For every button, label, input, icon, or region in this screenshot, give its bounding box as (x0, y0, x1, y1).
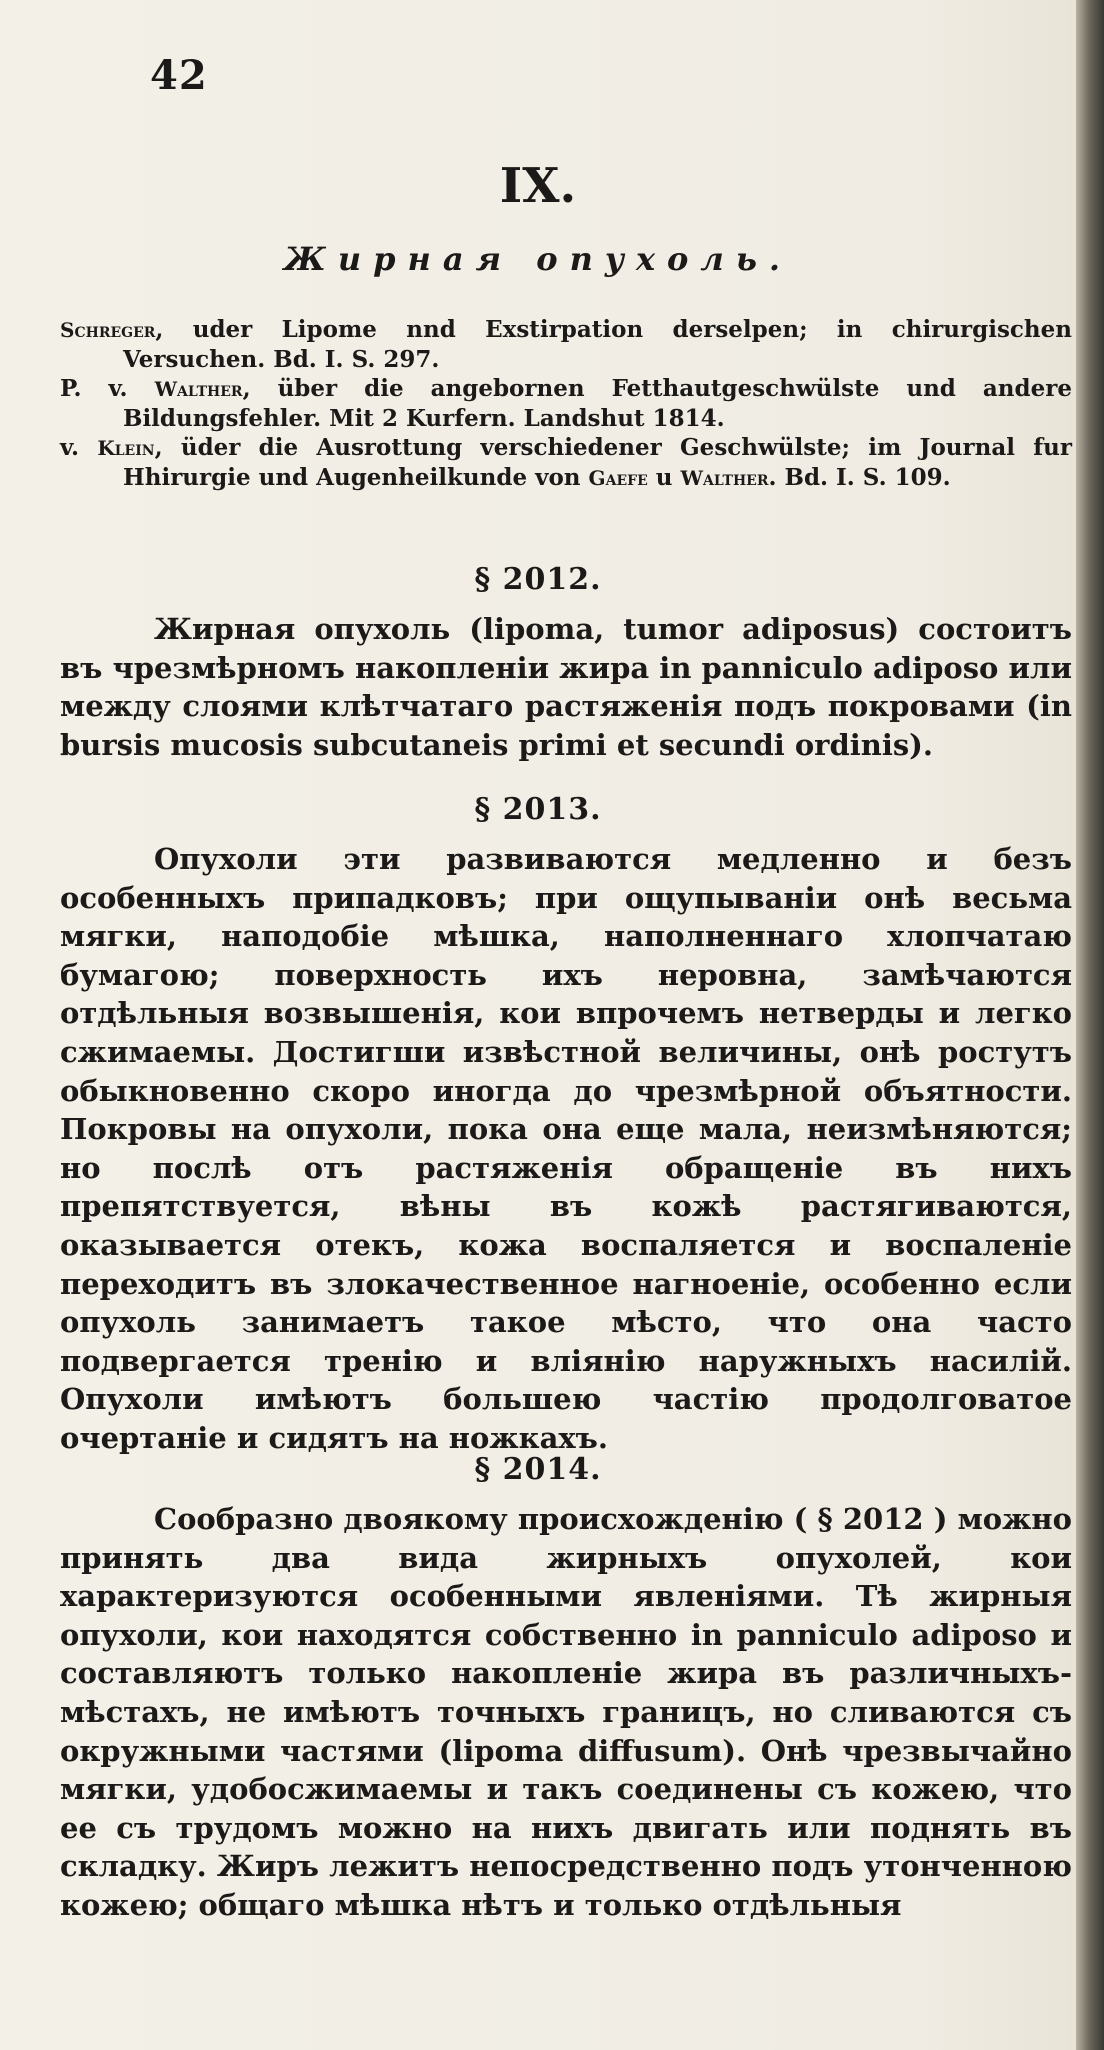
section-heading-2014: § 2014. (474, 1452, 602, 1487)
reference-text: . Bd. I. S. 109. (768, 464, 951, 491)
section-heading-2013: § 2013. (474, 792, 602, 827)
reference-conjunction: u (647, 464, 681, 491)
reference-item (60, 315, 1072, 374)
book-spine (1076, 0, 1104, 2050)
reference-editor: Gaefe (588, 466, 648, 490)
reference-editor: Walther (680, 466, 769, 490)
reference-prefix: P. v. (60, 375, 155, 402)
page-number: 42 (150, 52, 208, 99)
reference-text: , üder die Ausrottung verschiedener Geschwülste; im Journal fur Hhirurgie und Augenheilkunde von (123, 434, 1072, 491)
reference-item (60, 374, 1072, 433)
section-paragraph-2014: Сообразно двоякому происхожденію ( § 2012 ) можно принять два вида жирныхъ опухолей, кои характеризуются особенными явленіями. Тѣ жирныя опухоли, кои находятся собственно in panniculo adiposo и составляютъ только накопленіе жира въ различныхъ-мѣстахъ, не имѣютъ точныхъ границъ, но сливаются съ окружными частями (lipoma diffusum). Онѣ чрезвычайно мягки, удобосжимаемы и такъ соединены съ кожею, что ее съ трудомъ можно на нихъ двигать или поднять въ складку. Жиръ лежитъ непосредственно подъ утонченною кожею; общаго мѣшка нѣтъ и только отдѣльныя (60, 1502, 1072, 1922)
references-list (60, 315, 1072, 493)
reference-item (60, 433, 1072, 493)
reference-text: , über die angebornen Fetthautgeschwülste und andere Bildungsfehler. Mit 2 Kurfern. Landshut 1814. (123, 375, 1072, 432)
chapter-number: IX. (499, 158, 577, 214)
section-paragraph-2013: Опухоли эти развиваются медленно и безъ особенныхъ припадковъ; при ощупываніи онѣ весьма мягки, наподобіе мѣшка, наполненнаго хлопчатаю бумагою; поверхность ихъ неровна, замѣчаются отдѣльныя возвышенія, кои впрочемъ нетверды и легко сжимаемы. Достигши извѣстной величины, онѣ ростутъ обыкновенно скоро иногда до чрезмѣрной объятности. Покровы на опухоли, пока она еще мала, неизмѣняются; но послѣ отъ растяженія обращеніе въ нихъ препятствуется, вѣны въ кожѣ растягиваются, оказывается отекъ, кожа воспаляется и воспаленіе переходитъ въ злокачественное нагноеніе, особенно если опухоль занимаетъ такое мѣсто, что она часто подвергается тренію и вліянію наружныхъ насилій. Опухоли имѣютъ большею частію продолговатое очертаніе и сидятъ на ножкахъ. (60, 842, 1072, 1455)
reference-text: , uder Lipome nnd Exstirpation derselpen; in chirurgischen Versuchen. Bd. I. S. 297. (123, 316, 1072, 373)
reference-author: Schreger (60, 318, 156, 342)
chapter-title: Жирная опухоль. (283, 240, 793, 278)
reference-prefix: v. (60, 434, 98, 461)
section-heading-2012: § 2012. (474, 562, 602, 597)
section-paragraph-2012: Жирная опухоль (lipoma, tumor adiposus) состоитъ въ чрезмѣрномъ накопленіи жира in panniculo adiposo или между слоями клѣтчатаго растяженія подъ покровами (in bursis mucosis subcutaneis primi et secundi ordinis). (60, 612, 1072, 762)
reference-author: Walther (154, 377, 243, 401)
reference-author: Klein (97, 436, 155, 460)
